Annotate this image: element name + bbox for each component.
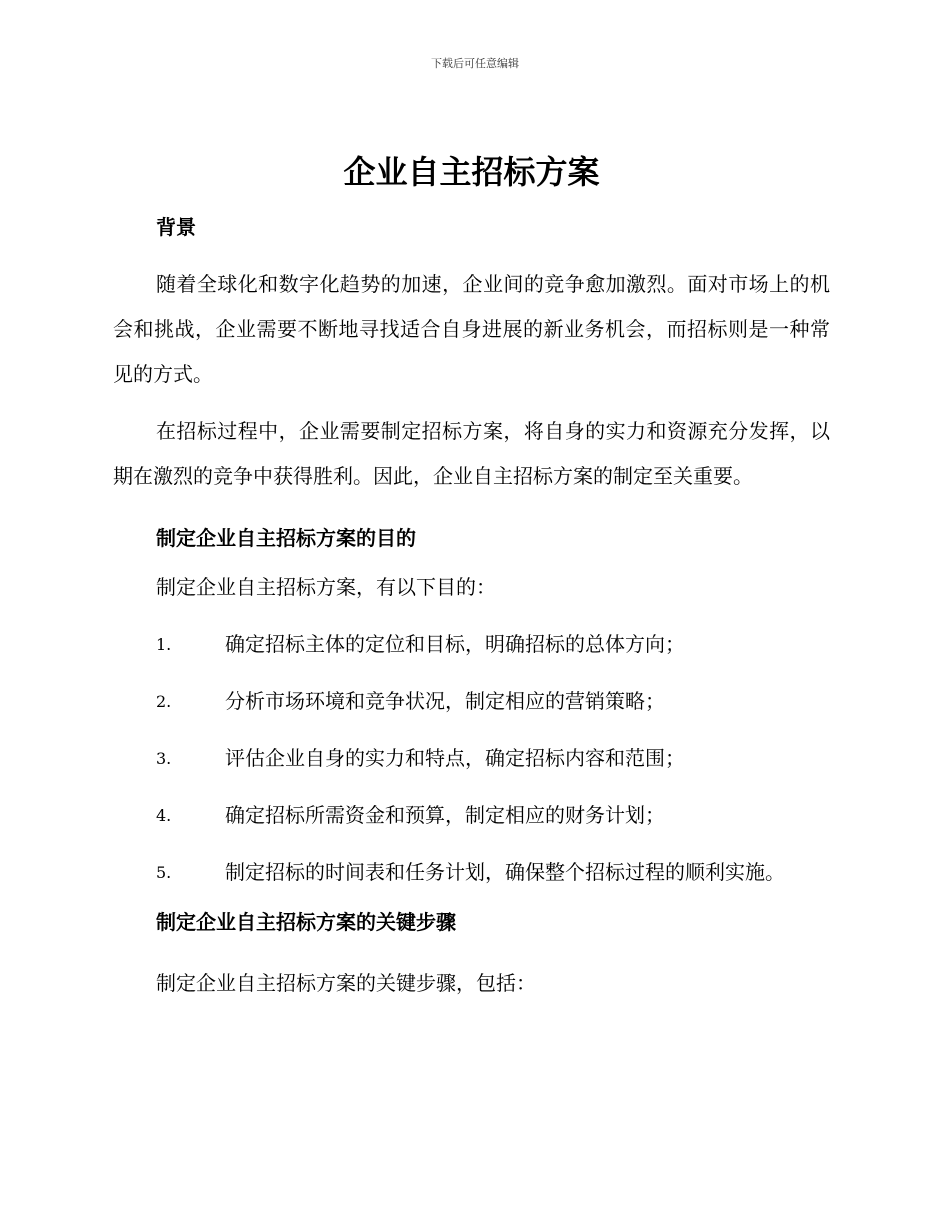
purpose-lead: 制定企业自主招标方案，有以下目的： — [156, 575, 496, 599]
document-title: 企业自主招标方案 — [343, 153, 600, 191]
steps-heading: 制定企业自主招标方案的关键步骤 — [156, 910, 456, 934]
header-note: 下载后可任意编辑 — [431, 57, 519, 70]
list-item — [113, 793, 830, 838]
document-content — [113, 148, 830, 1018]
list-item-number: 5. — [156, 863, 172, 882]
background-heading: 背景 — [156, 215, 196, 239]
list-item — [113, 736, 830, 781]
background-paragraph-2: 在招标过程中，企业需要制定招标方案，将自身的实力和资源充分发挥，以期在激烈的竞争中获得胜利。因此，企业自主招标方案的制定至关重要。 — [113, 419, 830, 488]
list-item-number: 2. — [156, 692, 172, 711]
list-item-number: 4. — [156, 806, 172, 825]
list-item-text: 制定招标的时间表和任务计划，确保整个招标过程的顺利实施。 — [225, 860, 785, 884]
list-item — [113, 850, 830, 895]
list-item-text: 评估企业自身的实力和特点，确定招标内容和范围； — [225, 746, 685, 770]
list-item-text: 分析市场环境和竞争状况，制定相应的营销策略； — [225, 689, 665, 713]
steps-lead: 制定企业自主招标方案的关键步骤，包括： — [156, 971, 536, 995]
list-item-number: 3. — [156, 749, 172, 768]
background-paragraph-1: 随着全球化和数字化趋势的加速，企业间的竞争愈加激烈。面对市场上的机会和挑战，企业需要不断地寻找适合自身进展的新业务机会，而招标则是一种常见的方式。 — [113, 272, 830, 386]
list-item-text: 确定招标主体的定位和目标，明确招标的总体方向； — [225, 632, 685, 656]
purpose-heading: 制定企业自主招标方案的目的 — [156, 526, 416, 550]
list-item — [113, 622, 830, 667]
list-item-text: 确定招标所需资金和预算，制定相应的财务计划； — [225, 803, 665, 827]
list-item-number: 1. — [156, 635, 172, 654]
list-item — [113, 679, 830, 724]
purpose-list — [113, 622, 830, 895]
